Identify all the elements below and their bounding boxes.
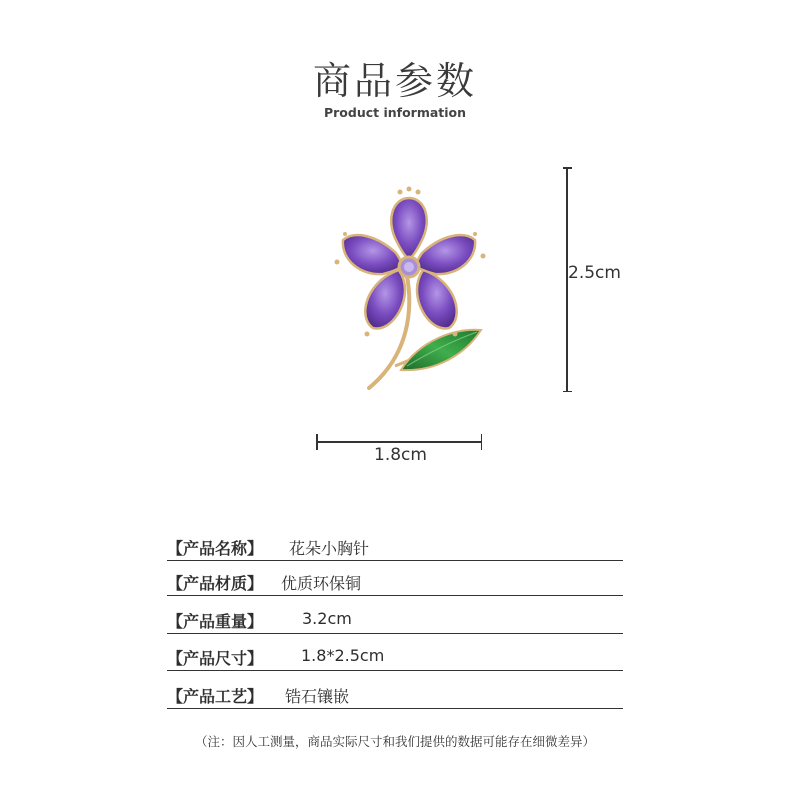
spec-row-material <box>167 565 623 596</box>
spec-key: 【产品材质】 <box>167 574 264 593</box>
spec-row-craft <box>167 678 623 709</box>
width-dimension-label: 1.8cm <box>374 445 427 465</box>
spec-value: 3.2cm <box>302 609 352 628</box>
spec-row-name <box>167 530 623 561</box>
page-subtitle: Product information <box>323 105 467 120</box>
spec-value: 优质环保铜 <box>281 574 362 593</box>
spec-key: 【产品工艺】 <box>167 687 264 706</box>
spec-key: 【产品名称】 <box>167 539 264 558</box>
spec-value: 1.8*2.5cm <box>301 646 385 665</box>
spec-row-size <box>167 640 623 671</box>
flower-brooch-icon <box>325 180 505 405</box>
page-title: 商品参数 <box>312 59 477 103</box>
spec-key: 【产品重量】 <box>167 612 264 631</box>
measurement-note: （注：因人工测量，商品实际尺寸和我们提供的数据可能存在细微差异） <box>194 734 595 749</box>
spec-value: 锆石镶嵌 <box>285 687 350 706</box>
spec-row-weight <box>167 603 623 634</box>
height-dimension-label: 2.5cm <box>568 263 621 283</box>
spec-value: 花朵小胸针 <box>289 539 370 558</box>
spec-key: 【产品尺寸】 <box>167 649 264 668</box>
